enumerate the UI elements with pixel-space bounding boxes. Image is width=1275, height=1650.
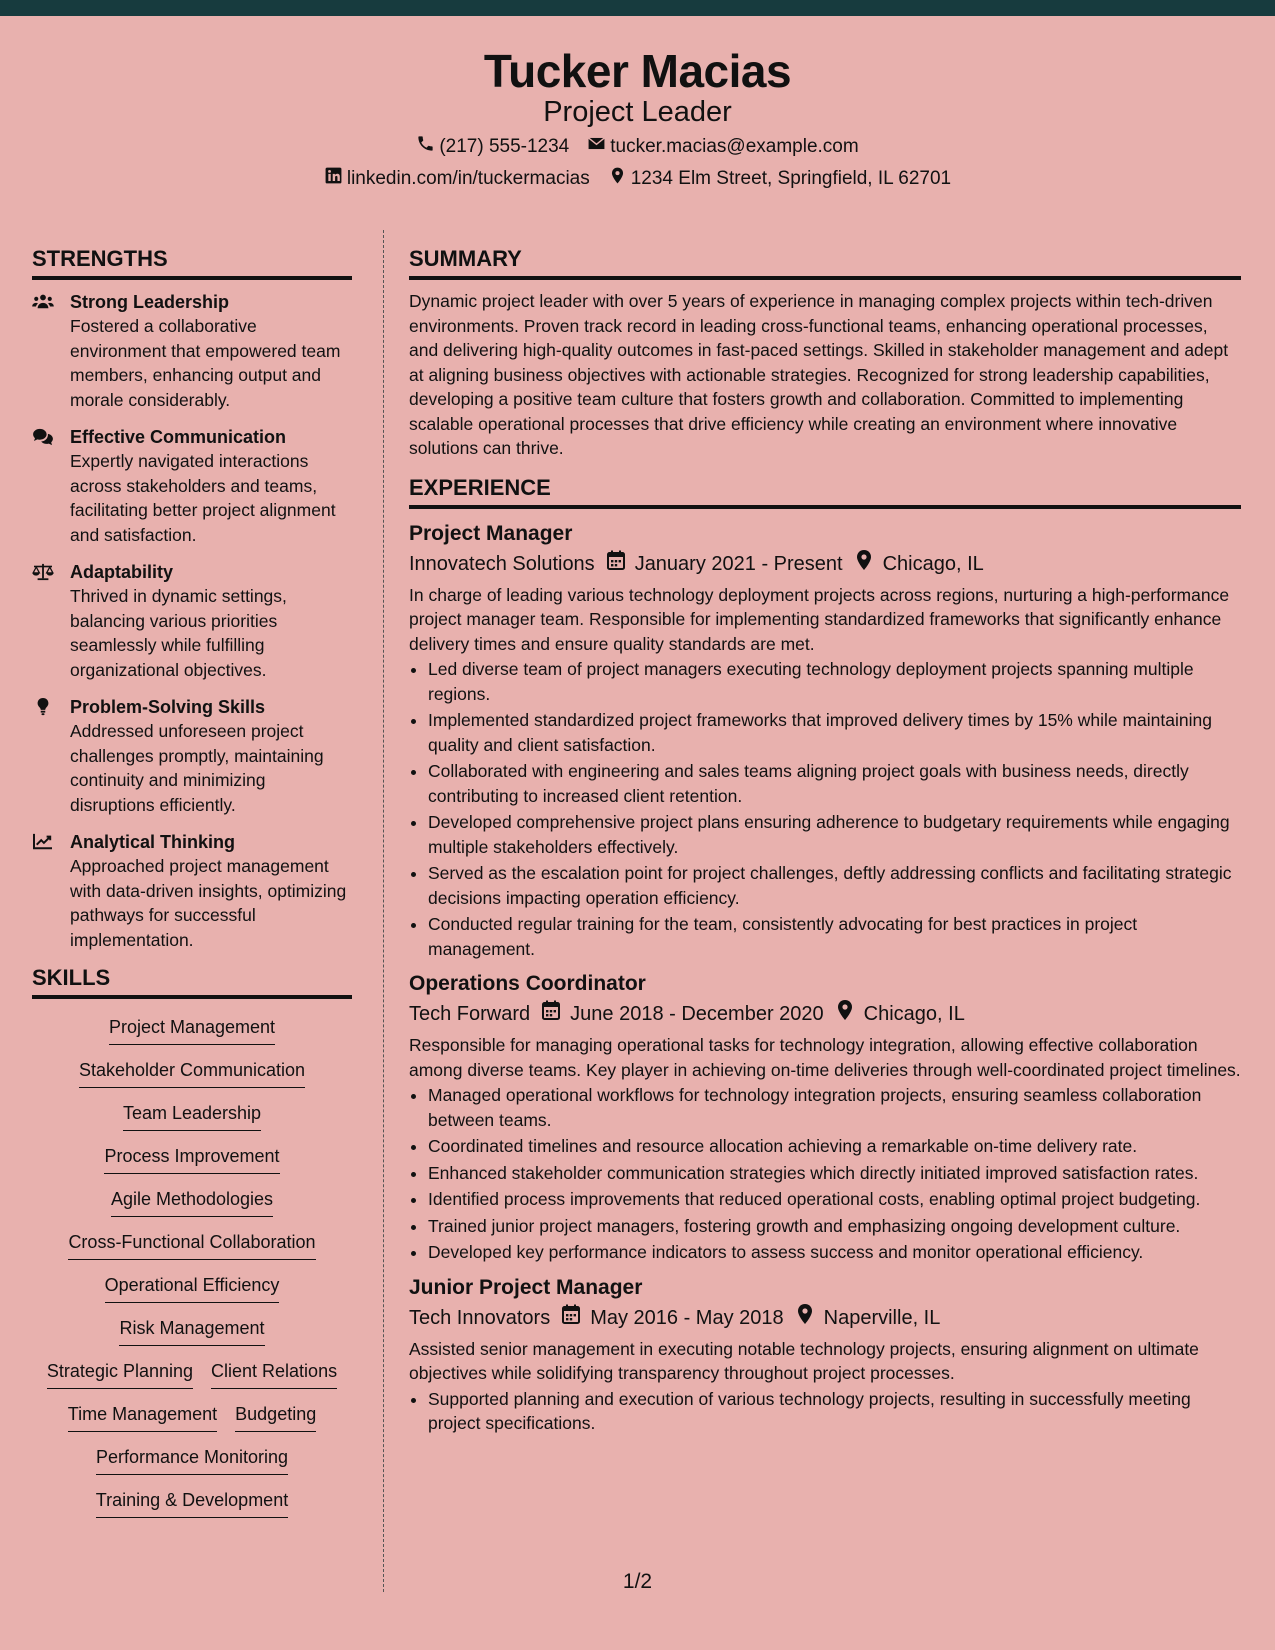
summary-heading: SUMMARY xyxy=(409,246,1241,280)
skill-tag: Performance Monitoring xyxy=(96,1445,288,1475)
strength-description: Thrived in dynamic settings, balancing various priorities seamlessly while fulfilling organizational objectives. xyxy=(70,586,287,680)
contact-row-2 xyxy=(0,166,1275,191)
job-dates: January 2021 - Present xyxy=(634,552,843,575)
job-bullets xyxy=(428,1387,1241,1436)
job-bullet: • Identified process improvements that reduced operational costs, enabling optimal project budgeting. xyxy=(428,1187,1241,1212)
job-description: In charge of leading various technology deployment projects across regions, nurturing a high-performance project manager team. Responsible for implementing standardized frameworks that significantly enhance delivery times and ensure quality standards are met. xyxy=(409,584,1230,654)
address-contact xyxy=(608,166,951,191)
skill-tag: Process Improvement xyxy=(104,1144,279,1174)
job-bullet: • Coordinated timelines and resource allocation achieving a remarkable on-time delivery rate. xyxy=(428,1134,1241,1159)
job-dates: May 2016 - May 2018 xyxy=(590,1306,784,1329)
job-bullets xyxy=(428,1083,1241,1265)
job-meta xyxy=(409,999,1241,1029)
strength-title: Effective Communication xyxy=(70,427,287,447)
strength-title: Problem-Solving Skills xyxy=(70,697,266,717)
strength-item xyxy=(32,695,352,817)
job-dates: June 2018 - December 2020 xyxy=(570,1003,824,1025)
job-description: Assisted senior management in executing notable technology projects, ensuring alignment on ultimate objectives while solidifying transparency throughout project processes. xyxy=(409,1338,1199,1383)
strength-title: Strong Leadership xyxy=(70,292,230,312)
strength-description: Approached project management with data-driven insights, optimizing pathways for successful implementation. xyxy=(70,856,347,950)
strength-description: Expertly navigated interactions across stakeholders and teams, facilitating better project alignment and satisfaction. xyxy=(70,451,336,545)
phone-icon xyxy=(416,134,435,159)
comments-icon xyxy=(32,425,70,547)
strength-description: Fostered a collaborative environment that empowered team members, enhancing output and morale considerably. xyxy=(70,316,341,410)
strength-item xyxy=(32,830,352,952)
column-divider xyxy=(383,230,384,1592)
calendar-icon xyxy=(607,549,625,579)
chart-line-icon xyxy=(32,830,70,952)
calendar-icon xyxy=(542,999,560,1029)
job-title: Operations Coordinator xyxy=(409,972,646,995)
top-bar xyxy=(0,0,1275,16)
job-bullet: • Developed key performance indicators to assess success and monitor operational efficiency. xyxy=(428,1240,1241,1265)
skill-tag: Agile Methodologies xyxy=(111,1187,273,1217)
experience-heading: EXPERIENCE xyxy=(409,475,1241,509)
job-bullet: • Implemented standardized project frameworks that improved delivery times by 15% while maintaining quality and client satisfaction. xyxy=(428,708,1241,757)
right-column xyxy=(409,246,1241,1444)
lightbulb-icon xyxy=(32,695,70,817)
map-marker-icon xyxy=(855,549,873,579)
strength-title: Analytical Thinking xyxy=(70,832,236,852)
skill-tag: Strategic Planning xyxy=(47,1359,193,1389)
strength-item xyxy=(32,290,352,412)
skills-section xyxy=(32,965,352,1518)
skill-tag: Risk Management xyxy=(119,1316,264,1346)
strength-description: Addressed unforeseen project challenges promptly, maintaining continuity and minimizing disruptions efficiently. xyxy=(70,721,324,815)
strengths-heading: STRENGTHS xyxy=(32,246,352,280)
job-bullet: • Led diverse team of project managers executing technology deployment projects spanning multiple regions. xyxy=(428,657,1241,706)
candidate-title: Project Leader xyxy=(543,96,732,128)
map-marker-icon xyxy=(608,166,627,191)
calendar-icon xyxy=(562,1303,580,1333)
map-marker-icon xyxy=(796,1303,814,1333)
company-name: Innovatech Solutions xyxy=(409,552,595,575)
skills-list xyxy=(32,1015,352,1518)
job-meta xyxy=(409,549,1241,579)
job-meta xyxy=(409,1303,1241,1333)
summary-text: Dynamic project leader with over 5 years of experience in managing complex projects within tech-driven environments. Proven track record in leading cross-functional teams, enhancing operational processes, and delivering high-quality outcomes in fast-paced settings. Skilled in stakeholder management and adept at aligning business objectives with actionable strategies. Recognized for strong leadership capabilities, developing a positive team culture that fosters growth and collaboration. Committed to implementing scalable operational processes that drive efficiency while creating an environment where innovative solutions can thrive. xyxy=(409,291,1229,458)
linkedin-contact xyxy=(324,166,590,191)
linkedin-icon xyxy=(324,166,343,191)
job-bullet: • Trained junior project managers, fostering growth and emphasizing ongoing development culture. xyxy=(428,1214,1241,1239)
job-entry xyxy=(409,1273,1241,1436)
job-bullet: • Developed comprehensive project plans ensuring adherence to budgetary requirements while engaging multiple stakeholders effectively. xyxy=(428,810,1241,859)
skill-tag: Stakeholder Communication xyxy=(79,1058,305,1088)
resume-header xyxy=(0,16,1275,204)
strength-item xyxy=(32,560,352,682)
job-location: Chicago, IL xyxy=(882,552,984,575)
email-address[interactable]: tucker.macias@example.com xyxy=(610,135,859,157)
envelope-icon xyxy=(587,134,606,159)
job-bullets xyxy=(428,657,1241,961)
job-location: Chicago, IL xyxy=(863,1003,965,1025)
map-marker-icon xyxy=(836,999,854,1029)
skill-tag: Training & Development xyxy=(96,1488,288,1518)
company-name: Tech Innovators xyxy=(409,1306,551,1329)
job-bullet: • Supported planning and execution of various technology projects, resulting in successfully meeting project specifications. xyxy=(428,1387,1241,1436)
strengths-list xyxy=(32,290,352,952)
job-title: Junior Project Manager xyxy=(409,1275,643,1299)
phone-contact xyxy=(416,134,569,159)
email-contact xyxy=(587,134,858,159)
skill-tag: Team Leadership xyxy=(123,1101,261,1131)
skill-tag: Operational Efficiency xyxy=(105,1273,280,1303)
job-bullet: • Enhanced stakeholder communication strategies which directly initiated improved satisfaction rates. xyxy=(428,1161,1241,1186)
skill-tag: Cross-Functional Collaboration xyxy=(68,1230,315,1260)
skill-tag: Project Management xyxy=(109,1015,275,1045)
strength-item xyxy=(32,425,352,547)
company-name: Tech Forward xyxy=(409,1003,531,1025)
phone-number[interactable]: (217) 555-1234 xyxy=(439,135,570,157)
skills-heading: SKILLS xyxy=(32,965,352,999)
skill-tag: Budgeting xyxy=(235,1402,316,1432)
candidate-name: Tucker Macias xyxy=(483,45,792,97)
contact-row-1 xyxy=(0,134,1275,159)
job-title: Project Manager xyxy=(409,521,573,545)
page-number: 1/2 xyxy=(622,1570,653,1593)
skill-tag: Time Management xyxy=(68,1402,217,1432)
job-bullet: • Managed operational workflows for technology integration projects, ensuring seamless collaboration between teams. xyxy=(428,1083,1241,1132)
strength-title: Adaptability xyxy=(70,562,174,582)
job-description: Responsible for managing operational tasks for technology integration, allowing effective collaboration among diverse teams. Key player in achieving on-time deliveries through well-coordinated project timelines. xyxy=(409,1035,1241,1080)
skill-tag: Client Relations xyxy=(211,1359,337,1389)
users-icon xyxy=(32,290,70,412)
left-column xyxy=(32,246,352,1518)
job-location: Naperville, IL xyxy=(823,1306,941,1329)
linkedin-url[interactable]: linkedin.com/in/tuckermacias xyxy=(346,167,590,189)
balance-scale-icon xyxy=(32,560,70,682)
street-address: 1234 Elm Street, Springfield, IL 62701 xyxy=(630,167,952,189)
job-bullet: • Served as the escalation point for project challenges, deftly addressing conflicts and facilitating strategic decisions impacting operation efficiency. xyxy=(428,861,1241,910)
job-entry xyxy=(409,969,1241,1265)
job-bullet: • Collaborated with engineering and sales teams aligning project goals with business needs, directly contributing to increased client retention. xyxy=(428,759,1241,808)
job-bullet: • Conducted regular training for the team, consistently advocating for best practices in project management. xyxy=(428,912,1241,961)
job-entry xyxy=(409,519,1241,962)
